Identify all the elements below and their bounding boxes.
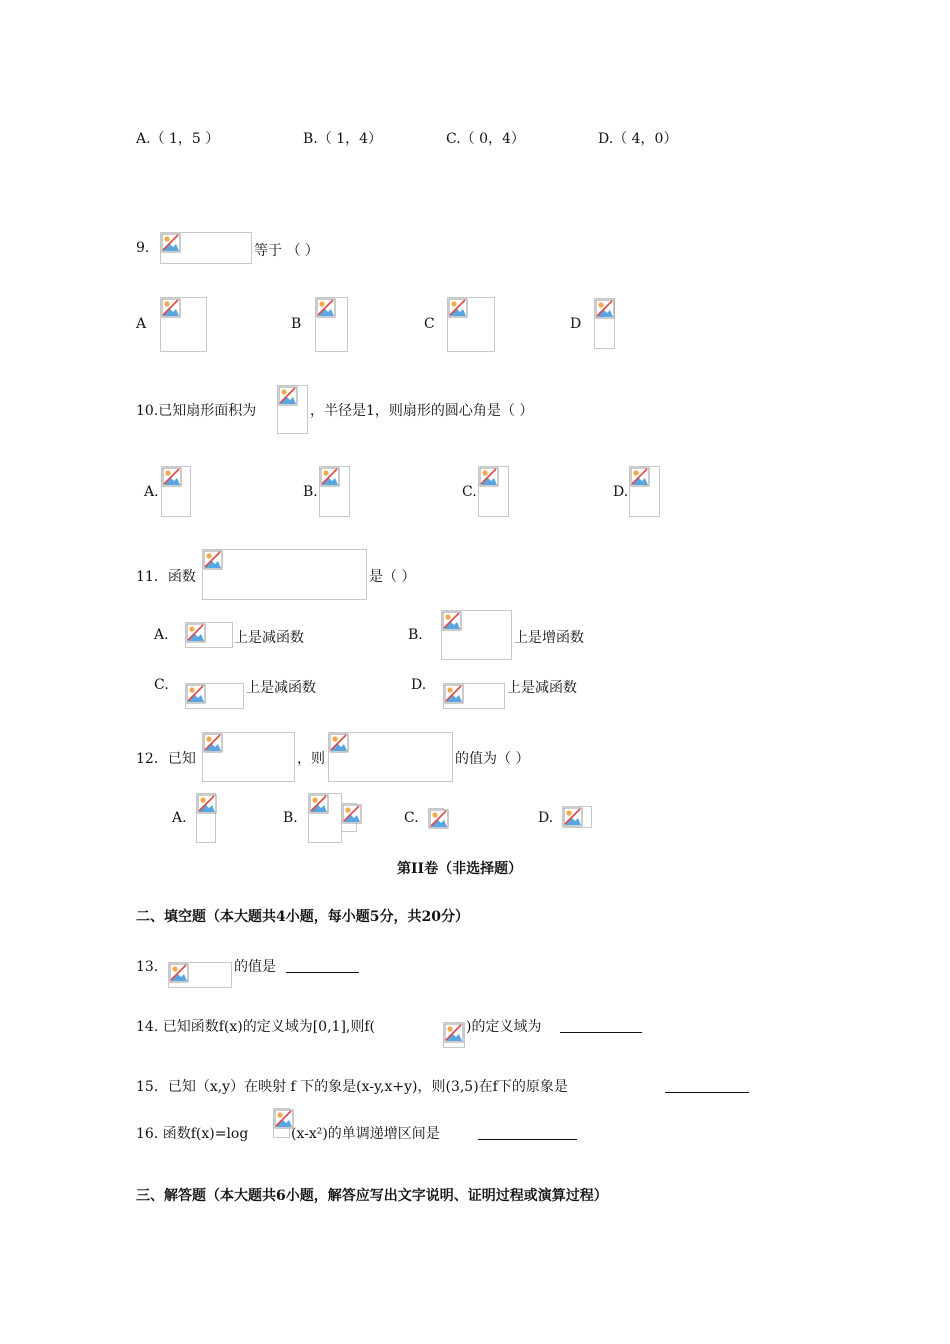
broken-image-icon	[328, 732, 453, 782]
broken-image-icon	[185, 622, 233, 648]
q10-option-b: B.	[303, 484, 318, 500]
broken-image-icon	[443, 1022, 465, 1048]
part2-title: 第II卷（非选择题）	[397, 861, 523, 877]
q11-option-b: B.	[408, 627, 423, 643]
q12-option-b: B.	[283, 810, 298, 826]
q11-option-a: A.	[154, 627, 169, 643]
broken-image-icon	[202, 549, 367, 600]
broken-image-icon	[277, 385, 308, 434]
q12-text-post: 的值为（ ）	[455, 751, 530, 767]
q13-text-pre: 13．	[136, 959, 168, 975]
q8-option-a: A.（ 1，5 ）	[136, 131, 220, 147]
broken-image-icon	[273, 1108, 290, 1138]
q10-text-post: ，半径是1，则扇形的圆心角是（ ）	[310, 403, 534, 419]
q15-text: 15．已知（x,y）在映射 f 下的象是(x-y,x+y)，则(3,5)在f下的原象是	[136, 1079, 568, 1095]
q12-option-a: A.	[172, 810, 187, 826]
q10-option-c: C.	[462, 484, 477, 500]
q13-answer-blank	[286, 971, 359, 973]
q11-text-pre: 11．函数	[136, 569, 196, 585]
q15-answer-blank	[665, 1091, 749, 1093]
q12-option-d: D.	[538, 810, 554, 826]
q11-option-c-text: 上是减函数	[246, 680, 316, 696]
q14-answer-blank	[560, 1031, 642, 1033]
q9-option-a: A	[136, 316, 147, 332]
broken-image-icon	[308, 793, 342, 843]
q9-option-d: D	[570, 316, 582, 332]
broken-image-icon	[202, 732, 295, 782]
section-fill-in-heading: 二、填空题（本大题共4小题，每小题5分，共20分）	[136, 909, 469, 925]
broken-image-icon	[160, 297, 207, 352]
q11-option-d: D.	[411, 677, 427, 693]
q11-option-b-text: 上是增函数	[514, 630, 584, 646]
broken-image-icon	[441, 610, 512, 660]
broken-image-icon	[315, 297, 348, 352]
broken-image-icon	[594, 298, 615, 349]
broken-image-icon	[160, 232, 252, 264]
broken-image-icon	[196, 793, 216, 843]
broken-image-icon	[185, 683, 244, 709]
broken-image-icon	[562, 806, 592, 828]
broken-image-icon	[478, 466, 509, 517]
broken-image-icon	[443, 683, 505, 709]
q13-text-post: 的值是	[234, 959, 276, 975]
q10-text-pre: 10.已知扇形面积为	[136, 403, 257, 419]
broken-image-icon	[447, 297, 495, 352]
q8-option-b: B.（ 1，4）	[303, 131, 383, 147]
broken-image-icon	[428, 808, 444, 828]
q12-text-mid: ，则	[297, 751, 325, 767]
q11-option-a-text: 上是减函数	[234, 630, 304, 646]
q14-text-pre: 14. 已知函数f(x)的定义域为[0,1],则f(	[136, 1019, 375, 1035]
q9-number: 9.	[136, 240, 150, 256]
q16-text-post: (x-x²)的单调递增区间是	[291, 1126, 440, 1142]
broken-image-icon	[319, 466, 350, 517]
q16-text-pre: 16. 函数f(x)=log	[136, 1126, 249, 1142]
q9-option-c: C	[424, 316, 435, 332]
q11-text-post: 是（ ）	[369, 569, 416, 585]
q8-option-d: D.（ 4，0）	[598, 131, 678, 147]
q12-text-pre: 12．已知	[136, 751, 196, 767]
q10-option-d: D.	[613, 484, 629, 500]
q8-option-c: C.（ 0，4）	[446, 131, 525, 147]
q11-option-d-text: 上是减函数	[507, 680, 577, 696]
q14-text-post: )的定义域为	[466, 1019, 542, 1035]
q10-option-a: A.	[144, 484, 159, 500]
broken-image-icon	[629, 466, 660, 517]
q16-answer-blank	[478, 1138, 577, 1140]
broken-image-icon	[168, 962, 232, 988]
q11-option-c: C.	[154, 677, 169, 693]
q12-option-c: C.	[404, 810, 419, 826]
broken-image-icon	[161, 466, 191, 517]
broken-image-icon	[341, 803, 357, 832]
q9-option-b: B	[291, 316, 302, 332]
q9-text: 等于 （ ）	[254, 243, 319, 259]
section-solutions-heading: 三、解答题（本大题共6小题，解答应写出文字说明、证明过程或演算过程）	[136, 1188, 608, 1204]
